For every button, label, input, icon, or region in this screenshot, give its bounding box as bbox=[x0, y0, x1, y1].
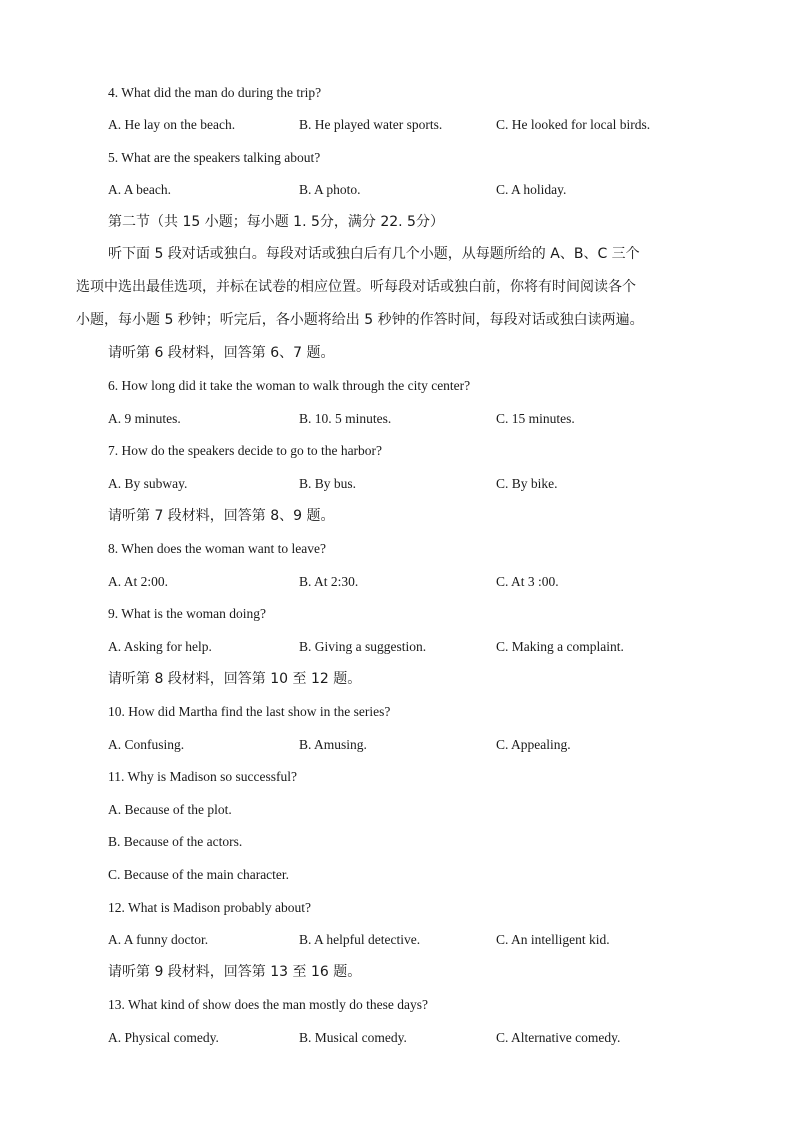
option-c: C. At 3 :00. bbox=[496, 574, 559, 589]
option-c: C. Alternative comedy. bbox=[496, 1030, 621, 1045]
option-c: C. An intelligent kid. bbox=[496, 932, 610, 947]
question-9-options bbox=[108, 638, 708, 656]
option-a: A. 9 minutes. bbox=[108, 411, 181, 426]
question-4: 4. What did the man do during the trip? bbox=[108, 85, 322, 100]
question-5: 5. What are the speakers talking about? bbox=[108, 150, 321, 165]
option-a: A. Because of the plot. bbox=[108, 802, 232, 817]
option-c: C. He looked for local birds. bbox=[496, 117, 651, 132]
option-a: A. Asking for help. bbox=[108, 639, 212, 654]
option-c: C. Because of the main character. bbox=[108, 867, 290, 882]
option-a: A. A funny doctor. bbox=[108, 932, 209, 947]
option-b: B. A photo. bbox=[299, 182, 361, 197]
question-4-options bbox=[108, 116, 708, 134]
question-12: 12. What is Madison probably about? bbox=[108, 900, 311, 915]
material-7-instruction: 请听第 7 段材料，回答第 8、9 题。 bbox=[108, 508, 335, 524]
material-9-instruction: 请听第 9 段材料，回答第 13 至 16 题。 bbox=[108, 964, 362, 980]
option-c: C. 15 minutes. bbox=[496, 411, 575, 426]
section-2-instructions bbox=[76, 238, 724, 337]
question-8: 8. When does the woman want to leave? bbox=[108, 541, 326, 556]
option-b: B. By bus. bbox=[299, 476, 357, 491]
material-8-instruction: 请听第 8 段材料，回答第 10 至 12 题。 bbox=[108, 671, 362, 687]
material-6-instruction: 请听第 6 段材料，回答第 6、7 题。 bbox=[108, 345, 335, 361]
question-7: 7. How do the speakers decide to go to the harbor? bbox=[108, 443, 383, 458]
question-13: 13. What kind of show does the man mostly do these days? bbox=[108, 997, 428, 1012]
option-a: A. By subway. bbox=[108, 476, 188, 491]
option-b: B. Amusing. bbox=[299, 737, 367, 752]
option-a: A. Physical comedy. bbox=[108, 1030, 219, 1045]
option-b: B. 10. 5 minutes. bbox=[299, 411, 392, 426]
option-b: B. He played water sports. bbox=[299, 117, 443, 132]
question-11: 11. Why is Madison so successful? bbox=[108, 769, 297, 784]
option-b: B. Musical comedy. bbox=[299, 1030, 407, 1045]
question-6-options bbox=[108, 410, 708, 428]
instruction-line: 选项中选出最佳选项，并标在试卷的相应位置。听每段对话或独白前，你将有时间阅读各个 bbox=[76, 279, 636, 295]
option-a: A. He lay on the beach. bbox=[108, 117, 236, 132]
option-b: B. A helpful detective. bbox=[299, 932, 421, 947]
question-5-options bbox=[108, 181, 708, 199]
option-b: B. Giving a suggestion. bbox=[299, 639, 427, 654]
option-b: B. Because of the actors. bbox=[108, 834, 243, 849]
instruction-line: 小题，每小题 5 秒钟；听完后，各小题将给出 5 秒钟的作答时间，每段对话或独白读两遍。 bbox=[76, 312, 644, 328]
question-6: 6. How long did it take the woman to walk through the city center? bbox=[108, 378, 471, 393]
question-8-options bbox=[108, 573, 708, 591]
question-10: 10. How did Martha find the last show in the series? bbox=[108, 704, 391, 719]
option-a: A. Confusing. bbox=[108, 737, 185, 752]
option-c: C. A holiday. bbox=[496, 182, 567, 197]
option-c: C. Appealing. bbox=[496, 737, 571, 752]
option-a: A. At 2:00. bbox=[108, 574, 169, 589]
question-9: 9. What is the woman doing? bbox=[108, 606, 266, 621]
question-10-options bbox=[108, 736, 708, 754]
question-13-options bbox=[108, 1029, 708, 1047]
question-12-options bbox=[108, 931, 708, 949]
instruction-line: 听下面 5 段对话或独白。每段对话或独白后有几个小题，从每题所给的 A、B、C 三个 bbox=[108, 246, 640, 262]
option-a: A. A beach. bbox=[108, 182, 171, 197]
section-2-heading: 第二节（共 15 小题；每小题 1. 5分，满分 22. 5分） bbox=[108, 214, 444, 230]
option-c: C. By bike. bbox=[496, 476, 558, 491]
option-c: C. Making a complaint. bbox=[496, 639, 624, 654]
option-b: B. At 2:30. bbox=[299, 574, 359, 589]
question-7-options bbox=[108, 475, 708, 493]
